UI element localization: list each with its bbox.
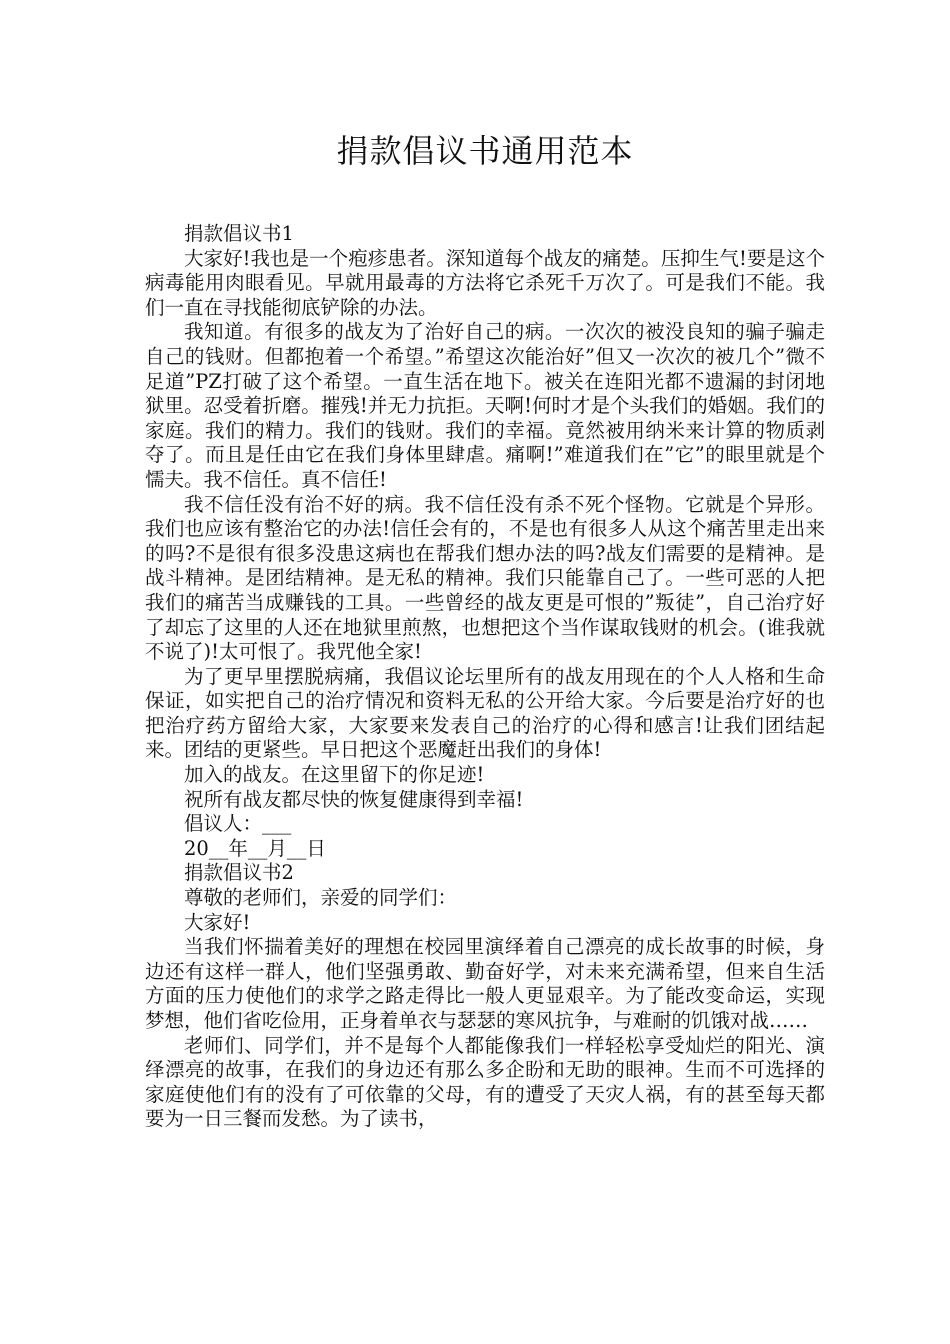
document-page [145, 126, 825, 1132]
body-paragraph: 老师们、同学们，并不是每个人都能像我们一样轻松享受灿烂的阳光、演绎漂亮的故事，在我们的身边还有那么多企盼和无助的眼神。生而不可选择的家庭使他们有的没有了可依靠的父母，有的遭受了天灾人祸，有的甚至每天都要为一日三餐而发愁。为了读书， [145, 1033, 825, 1131]
document-body [145, 222, 825, 1132]
body-line: 捐款倡议书2 [184, 861, 294, 885]
body-line: 捐款倡议书1 [184, 222, 294, 245]
body-line: 尊敬的老师们，亲爱的同学们： [184, 886, 458, 910]
body-line: 祝所有战友都尽快的恢复健康得到幸福! [184, 787, 524, 811]
body-paragraph: 我知道。有很多的战友为了治好自己的病。一次次的被没良知的骗子骗走自己的钱财。但都抱着一个希望。”希望这次能治好”但又一次次的被几个”微不足道”PZ打破了这个希望。一直生活在地下。被关在连阳光都不遗漏的封闭地狱里。忍受着折磨。摧残!并无力抗拒。天啊!何时才是个头我们的婚姻。我们的家庭。我们的精力。我们的钱财。我们的幸福。竟然被用纳米来计算的物质剥夺了。而且是任由它在我们身体里肆虐。痛啊!”难道我们在”它”的眼里就是个懦夫。我不信任。真不信任! [145, 320, 825, 491]
body-line: 20__年__月__日 [184, 836, 326, 860]
body-paragraph: 我不信任没有治不好的病。我不信任没有杀不死个怪物。它就是个异形。我们也应该有整治它的办法!信任会有的，不是也有很多人从这个痛苦里走出来的吗?不是很有很多没患这病也在帮我们想办法的吗?战友们需要的是精神。是战斗精神。是团结精神。是无私的精神。我们只能靠自己了。一些可恶的人把我们的痛苦当成赚钱的工具。一些曾经的战友更是可恨的”叛徒”，自己治疗好了却忘了这里的人还在地狱里煎熬，也想把这个当作谋取钱财的机会。(谁我就不说了)!太可恨了。我咒他全家! [145, 492, 825, 664]
body-line: 倡议人：___ [184, 812, 292, 836]
body-paragraph: 当我们怀揣着美好的理想在校园里演绎着自己漂亮的成长故事的时候，身边还有这样一群人，他们坚强勇敢、勤奋好学，对未来充满希望，但来自生活方面的压力使他们的求学之路走得比一般人更显艰辛。为了能改变命运，实现梦想，他们省吃俭用，正身着单衣与瑟瑟的寒风抗争，与难耐的饥饿对战…… [145, 935, 825, 1032]
body-paragraph: 大家好!我也是一个疱疹患者。深知道每个战友的痛楚。压抑生气!要是这个病毒能用肉眼看见。早就用最毒的方法将它杀死千万次了。可是我们不能。我们一直在寻找能彻底铲除的办法。 [145, 246, 825, 319]
document-title: 捐款倡议书通用范本 [336, 132, 634, 170]
body-line: 大家好! [184, 910, 251, 934]
body-paragraph: 为了更早里摆脱病痛，我倡议论坛里所有的战友用现在的个人人格和生命保证，如实把自己的治疗情况和资料无私的公开给大家。今后要是治疗好的也把治疗药方留给大家，大家要来发表自己的治疗的心得和感言!让我们团结起来。团结的更紧些。早日把这个恶魔赶出我们的身体! [145, 664, 825, 762]
body-line: 加入的战友。在这里留下的你足迹! [184, 763, 485, 787]
